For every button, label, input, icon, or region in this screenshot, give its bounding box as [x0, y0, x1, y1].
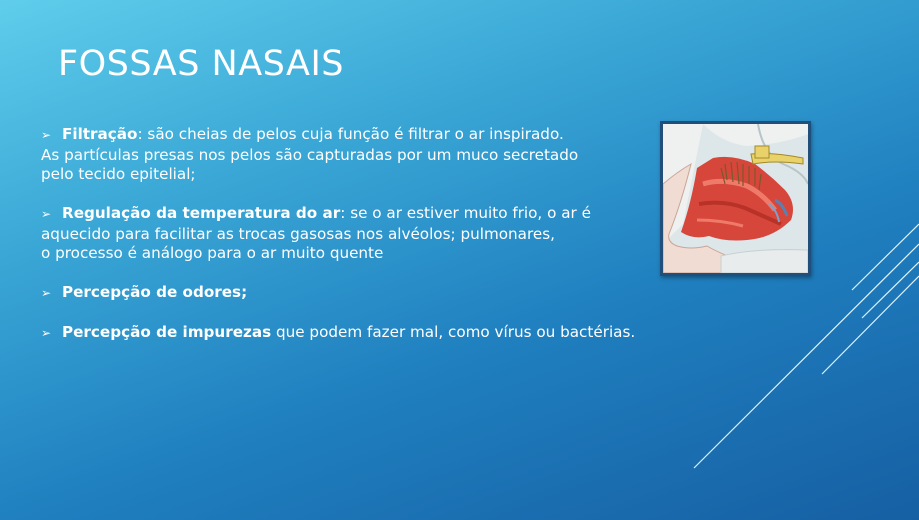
bullet-heading: Percepção de odores; — [62, 283, 248, 301]
bullet-text: que podem fazer mal, como vírus ou bactérias. — [271, 323, 636, 341]
bullet-text: As partículas presas nos pelos são capturadas por um muco secretado — [41, 145, 579, 164]
arrow-bullet-icon: ➢ — [41, 326, 52, 340]
deco-line — [694, 244, 919, 468]
deco-line — [852, 224, 919, 290]
bullet-text: aquecido para facilitar as trocas gasosas nos alvéolos; pulmonares, — [41, 224, 555, 243]
deco-line — [862, 262, 919, 318]
bullet-heading: Regulação da temperatura do ar — [62, 204, 341, 222]
bullet-text: pelo tecido epitelial; — [41, 165, 196, 183]
bullet-text: o processo é análogo para o ar muito quente — [41, 244, 384, 262]
arrow-bullet-icon: ➢ — [41, 207, 52, 221]
arrow-bullet-icon: ➢ — [41, 286, 52, 300]
slide-title: FOSSAS NASAIS — [58, 44, 345, 84]
bullet-text: : são cheias de pelos cuja função é filtrar o ar inspirado. — [137, 125, 564, 143]
arrow-bullet-icon: ➢ — [41, 128, 52, 142]
bullet-heading: Percepção de impurezas — [62, 323, 272, 341]
bullet-text: : se o ar estiver muito frio, o ar é — [340, 204, 591, 222]
deco-line — [822, 276, 919, 374]
bullet-heading: Filtração — [62, 125, 138, 143]
